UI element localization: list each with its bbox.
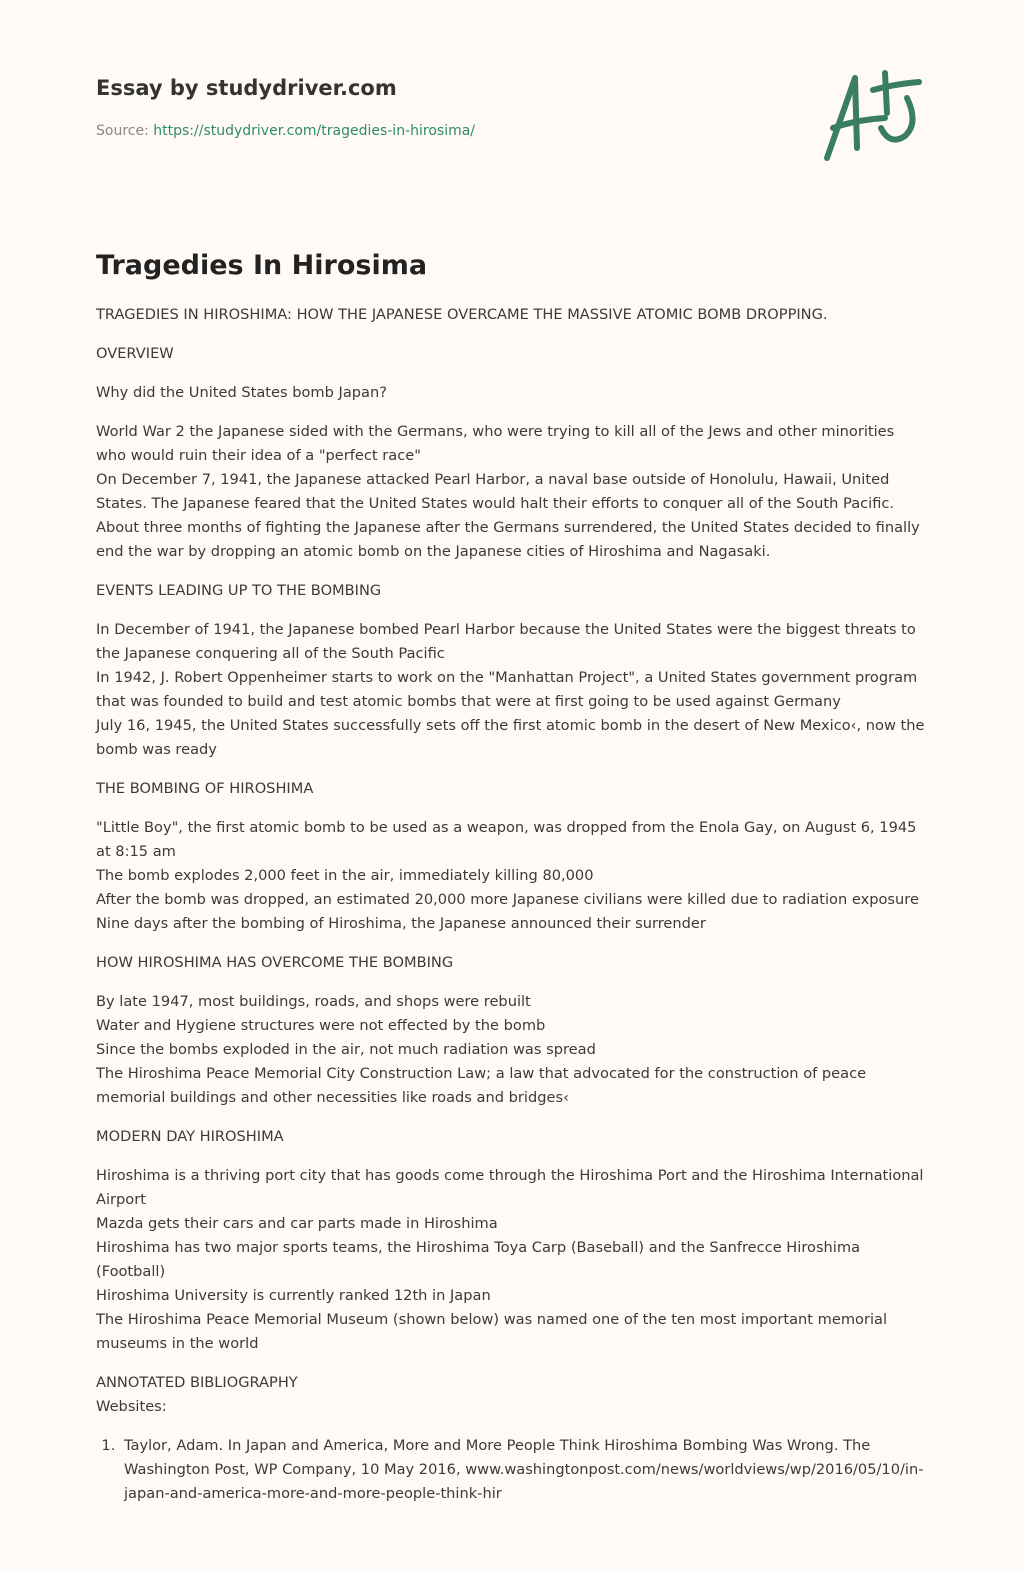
paragraph-line: TRAGEDIES IN HIROSHIMA: HOW THE JAPANESE OVERCAME THE MASSIVE ATOMIC BOMB DROPPING. xyxy=(96,306,828,323)
paragraph-line: After the bomb was dropped, an estimated 20,000 more Japanese civilians were killed due to radiation exposure xyxy=(96,891,919,908)
paragraph xyxy=(96,420,928,564)
paragraph xyxy=(96,1164,928,1356)
brand-title: Essay by studydriver.com xyxy=(96,76,397,100)
bibliography-item: 1. Taylor, Adam. In Japan and America, More and More People Think Hiroshima Bombing Was Wrong. The Washington Post, WP Company, 10 May 2016, www.washingtonpost.com/news/worldviews/wp/2016/05/10/in-japan-and-america-more-and-more-people-think-hir xyxy=(120,1434,928,1506)
paragraph-line: Hiroshima is a thriving port city that has goods come through the Hiroshima Port and the Hiroshima International Airport xyxy=(96,1167,924,1208)
paragraph xyxy=(96,777,928,801)
paragraph-line: OVERVIEW xyxy=(96,345,174,362)
essay-title: Tragedies In Hirosima xyxy=(96,250,428,281)
paragraph-line: The Hiroshima Peace Memorial City Construction Law; a law that advocated for the construction of peace memorial buildings and other necessities like roads and bridges‹ xyxy=(96,1065,867,1106)
paragraph xyxy=(96,951,928,975)
paragraph xyxy=(96,1371,928,1419)
page-header xyxy=(0,0,1024,200)
paragraph-line: Water and Hygiene structures were not effected by the bomb xyxy=(96,1017,546,1034)
paragraph-line: Mazda gets their cars and car parts made in Hiroshima xyxy=(96,1215,498,1232)
paragraph-line: By late 1947, most buildings, roads, and shops were rebuilt xyxy=(96,993,531,1010)
paragraph-line: In 1942, J. Robert Oppenheimer starts to work on the "Manhattan Project", a United States government program that was founded to build and test atomic bombs that were at first going to be used against Germany xyxy=(96,669,918,710)
paragraph xyxy=(96,990,928,1110)
paragraph-line: Why did the United States bomb Japan? xyxy=(96,384,387,401)
paragraph-line: About three months of fighting the Japanese after the Germans surrendered, the United States decided to finally end the war by dropping an atomic bomb on the Japanese cities of Hiroshima and Nagasaki. xyxy=(96,519,920,560)
paragraph xyxy=(96,1125,928,1149)
paragraph-line: July 16, 1945, the United States successfully sets off the first atomic bomb in the desert of New Mexico‹, now the bomb was ready xyxy=(96,717,925,758)
paragraph-line: Websites: xyxy=(96,1398,167,1415)
paragraph xyxy=(96,342,928,366)
paragraph-line: EVENTS LEADING UP TO THE BOMBING xyxy=(96,582,382,599)
paragraph-line: In December of 1941, the Japanese bombed Pearl Harbor because the United States were the biggest threats to the Japanese conquering all of the South Pacific xyxy=(96,621,916,662)
paragraph-line: ANNOTATED BIBLIOGRAPHY xyxy=(96,1374,298,1391)
paragraph-line: Hiroshima has two major sports teams, the Hiroshima Toya Carp (Baseball) and the Sanfrecce Hiroshima (Football) xyxy=(96,1239,861,1280)
paragraph xyxy=(96,303,928,327)
bibliography-list xyxy=(96,1434,928,1506)
a-plus-logo-icon xyxy=(815,68,930,168)
paragraph xyxy=(96,579,928,603)
paragraph-line: World War 2 the Japanese sided with the Germans, who were trying to kill all of the Jews and other minorities who would ruin their idea of a "perfect race" xyxy=(96,423,895,464)
paragraph-line: "Little Boy", the first atomic bomb to be used as a weapon, was dropped from the Enola Gay, on August 6, 1945 at 8:15 am xyxy=(96,819,917,860)
paragraph-line: Hiroshima University is currently ranked 12th in Japan xyxy=(96,1287,491,1304)
paragraph-line: The Hiroshima Peace Memorial Museum (shown below) was named one of the ten most important memorial museums in the world xyxy=(96,1311,888,1352)
paragraph xyxy=(96,618,928,762)
paragraph-line: THE BOMBING OF HIROSHIMA xyxy=(96,780,314,797)
paragraph-line: Since the bombs exploded in the air, not much radiation was spread xyxy=(96,1041,596,1058)
source-link[interactable]: https://studydriver.com/tragedies-in-hirosima/ xyxy=(153,123,476,139)
essay-paragraphs xyxy=(96,303,928,1419)
essay-body xyxy=(0,250,1024,1506)
paragraph-line: Nine days after the bombing of Hiroshima, the Japanese announced their surrender xyxy=(96,915,706,932)
paragraph xyxy=(96,816,928,936)
paragraph-line: The bomb explodes 2,000 feet in the air, immediately killing 80,000 xyxy=(96,867,594,884)
source-label: Source: xyxy=(96,123,149,139)
paragraph-line: On December 7, 1941, the Japanese attacked Pearl Harbor, a naval base outside of Honolulu, Hawaii, United States. The Japanese feared that the United States would halt their efforts to conquer all of the South Pacific. xyxy=(96,471,895,512)
paragraph xyxy=(96,381,928,405)
paragraph-line: HOW HIROSHIMA HAS OVERCOME THE BOMBING xyxy=(96,954,454,971)
paragraph-line: MODERN DAY HIROSHIMA xyxy=(96,1128,284,1145)
source-line xyxy=(96,123,475,139)
